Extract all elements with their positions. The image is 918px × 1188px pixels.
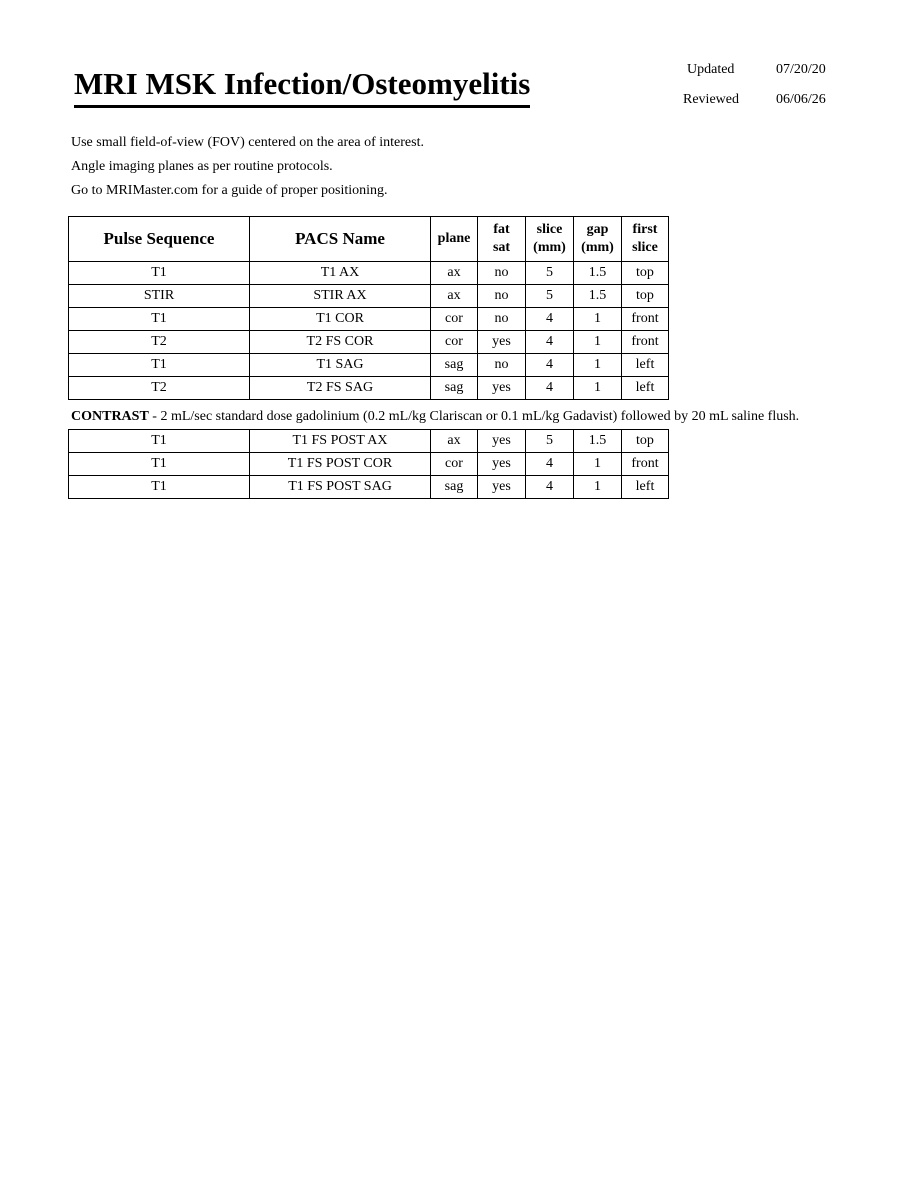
pulse-sequence-cell: T1 — [69, 308, 250, 331]
pulse-sequence-cell: T2 — [69, 377, 250, 400]
plane-cell: ax — [431, 262, 478, 285]
table-header-row — [69, 217, 669, 262]
header-pulse-sequence: Pulse Sequence — [69, 217, 250, 262]
contrast-note — [71, 408, 799, 426]
updated-date: 07/20/20 — [776, 62, 826, 77]
table-row — [69, 331, 669, 354]
fat-sat-cell: no — [478, 262, 526, 285]
plane-cell: sag — [431, 377, 478, 400]
slice-cell: 4 — [526, 331, 574, 354]
gap-cell: 1 — [574, 354, 622, 377]
plane-cell: cor — [431, 308, 478, 331]
fat-sat-cell: yes — [478, 377, 526, 400]
first-slice-cell: front — [622, 453, 669, 476]
slice-cell: 4 — [526, 308, 574, 331]
pulse-sequence-cell: T1 — [69, 354, 250, 377]
pacs-name-cell: T1 FS POST SAG — [250, 476, 431, 499]
gap-cell: 1 — [574, 453, 622, 476]
fat-sat-cell: yes — [478, 331, 526, 354]
slice-cell: 5 — [526, 430, 574, 453]
table-row — [69, 285, 669, 308]
pacs-name-cell: T2 FS COR — [250, 331, 431, 354]
gap-cell: 1 — [574, 476, 622, 499]
pacs-name-cell: T1 COR — [250, 308, 431, 331]
gap-cell: 1 — [574, 377, 622, 400]
slice-cell: 4 — [526, 453, 574, 476]
table-row — [69, 476, 669, 499]
first-slice-cell: left — [622, 476, 669, 499]
pacs-name-cell: T1 FS POST COR — [250, 453, 431, 476]
gap-cell: 1.5 — [574, 285, 622, 308]
first-slice-cell: top — [622, 262, 669, 285]
plane-cell: ax — [431, 430, 478, 453]
header-pacs-name: PACS Name — [250, 217, 431, 262]
pacs-name-cell: STIR AX — [250, 285, 431, 308]
header-plane: plane — [431, 217, 478, 262]
reviewed-label: Reviewed — [683, 92, 739, 107]
pulse-sequence-cell: STIR — [69, 285, 250, 308]
pulse-sequence-cell: T2 — [69, 331, 250, 354]
gap-cell: 1.5 — [574, 262, 622, 285]
first-slice-cell: left — [622, 377, 669, 400]
updated-label: Updated — [687, 62, 735, 77]
contrast-text: - 2 mL/sec standard dose gadolinium (0.2 mL/kg Clariscan or 0.1 mL/kg Gadavist) followed by 20 mL saline flush. — [148, 409, 800, 424]
pacs-name-cell: T1 FS POST AX — [250, 430, 431, 453]
intro-line-fov: Use small field-of-view (FOV) centered on the area of interest. — [71, 135, 424, 150]
slice-cell: 4 — [526, 377, 574, 400]
slice-cell: 5 — [526, 285, 574, 308]
first-slice-cell: front — [622, 308, 669, 331]
pulse-sequence-cell: T1 — [69, 476, 250, 499]
table-row — [69, 262, 669, 285]
fat-sat-cell: no — [478, 308, 526, 331]
slice-cell: 4 — [526, 476, 574, 499]
intro-line-planes: Angle imaging planes as per routine protocols. — [71, 159, 333, 174]
plane-cell: cor — [431, 331, 478, 354]
first-slice-cell: top — [622, 430, 669, 453]
fat-sat-cell: no — [478, 354, 526, 377]
pacs-name-cell: T1 SAG — [250, 354, 431, 377]
pulse-sequence-cell: T1 — [69, 453, 250, 476]
post-contrast-table — [68, 429, 669, 499]
table-row — [69, 377, 669, 400]
first-slice-cell: front — [622, 331, 669, 354]
contrast-label: CONTRAST — [71, 409, 149, 424]
gap-cell: 1 — [574, 308, 622, 331]
slice-cell: 5 — [526, 262, 574, 285]
table-row — [69, 354, 669, 377]
slice-cell: 4 — [526, 354, 574, 377]
table-row — [69, 430, 669, 453]
fat-sat-cell: yes — [478, 453, 526, 476]
fat-sat-cell: yes — [478, 476, 526, 499]
pulse-sequence-cell: T1 — [69, 430, 250, 453]
header-slice: slice (mm) — [526, 217, 574, 262]
header-fat-sat: fat sat — [478, 217, 526, 262]
first-slice-cell: left — [622, 354, 669, 377]
document-title: MRI MSK Infection/Osteomyelitis — [74, 64, 530, 108]
pre-contrast-table — [68, 216, 669, 400]
table-row — [69, 453, 669, 476]
gap-cell: 1.5 — [574, 430, 622, 453]
plane-cell: sag — [431, 476, 478, 499]
fat-sat-cell: no — [478, 285, 526, 308]
header-first-slice: first slice — [622, 217, 669, 262]
fat-sat-cell: yes — [478, 430, 526, 453]
header-gap: gap (mm) — [574, 217, 622, 262]
gap-cell: 1 — [574, 331, 622, 354]
intro-line-positioning: Go to MRIMaster.com for a guide of proper positioning. — [71, 183, 388, 198]
pacs-name-cell: T1 AX — [250, 262, 431, 285]
plane-cell: sag — [431, 354, 478, 377]
reviewed-date: 06/06/26 — [776, 92, 826, 107]
plane-cell: ax — [431, 285, 478, 308]
table-row — [69, 308, 669, 331]
first-slice-cell: top — [622, 285, 669, 308]
plane-cell: cor — [431, 453, 478, 476]
pulse-sequence-cell: T1 — [69, 262, 250, 285]
pacs-name-cell: T2 FS SAG — [250, 377, 431, 400]
